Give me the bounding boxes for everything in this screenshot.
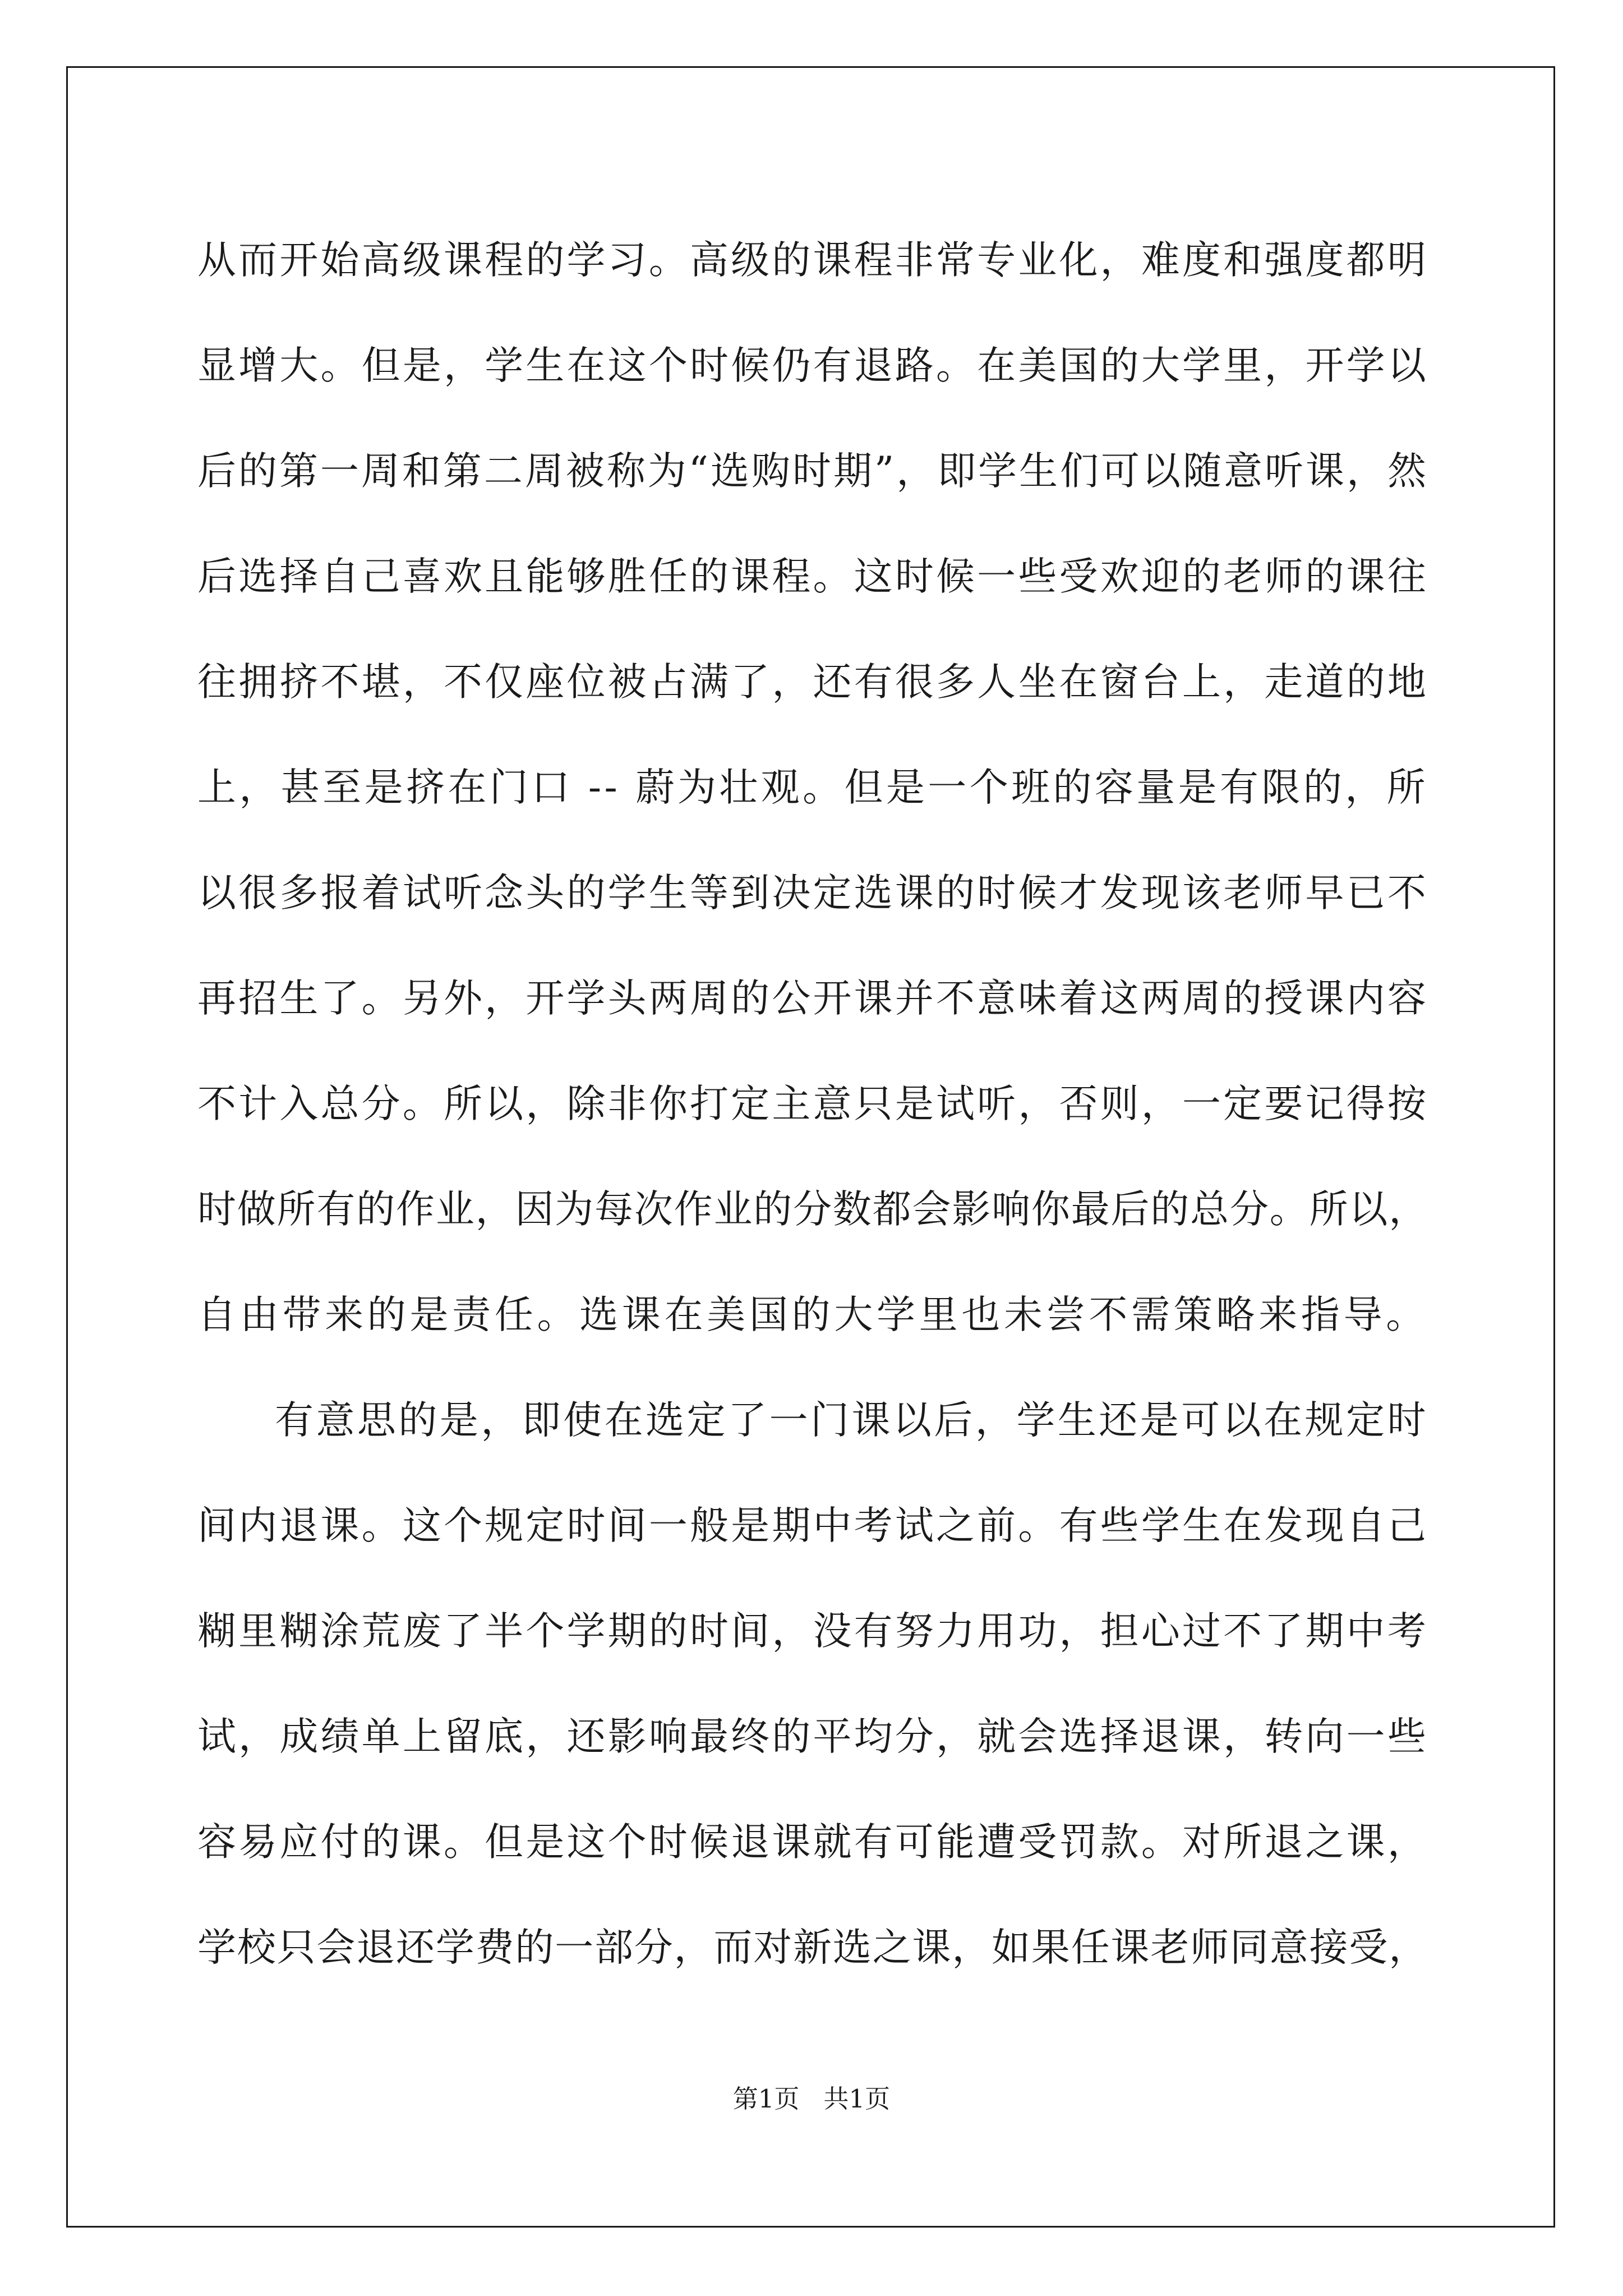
text-line: 糊里糊涂荒废了半个学期的时间，没有努力用功，担心过不了期中考 — [197, 1609, 1428, 1654]
text-line: 学校只会退还学费的一部分，而对新选之课，如果任课老师同意接受， — [197, 1925, 1428, 1970]
text-line: 以很多报着试听念头的学生等到决定选课的时候才发现该老师早已不 — [197, 871, 1428, 915]
text-line: 间内退课。这个规定时间一般是期中考试之前。有些学生在发现自己 — [197, 1503, 1428, 1548]
text-line: 显增大。但是，学生在这个时候仍有退路。在美国的大学里，开学以 — [197, 343, 1428, 388]
text-line: 从而开始高级课程的学习。高级的课程非常专业化，难度和强度都明 — [197, 238, 1428, 283]
text-line: 再招生了。另外，开学头两周的公开课并不意味着这两周的授课内容 — [197, 976, 1428, 1021]
text-line: 自由带来的是责任。选课在美国的大学里也未尝不需策略来指导。 — [197, 1292, 1428, 1337]
text-line: 往拥挤不堪，不仅座位被占满了，还有很多人坐在窗台上，走道的地 — [197, 660, 1428, 705]
text-line: 有意思的是，即使在选定了一门课以后，学生还是可以在规定时 — [275, 1398, 1428, 1443]
text-line: 不计入总分。所以，除非你打定主意只是试听，否则，一定要记得按 — [197, 1082, 1428, 1126]
text-line: 后的第一周和第二周被称为“选购时期”，即学生们可以随意听课，然 — [197, 449, 1428, 494]
text-line: 时做所有的作业，因为每次作业的分数都会影响你最后的总分。所以， — [197, 1187, 1428, 1232]
page-footer: 第1页 共1页 — [732, 2084, 891, 2114]
text-line: 上，甚至是挤在门口 -- 蔚为壮观。但是一个班的容量是有限的，所 — [197, 765, 1428, 810]
document-body — [197, 208, 1431, 2000]
text-line: 后选择自己喜欢且能够胜任的课程。这时候一些受欢迎的老师的课往 — [197, 554, 1428, 599]
text-line: 容易应付的课。但是这个时候退课就有可能遭受罚款。对所退之课， — [197, 1820, 1428, 1865]
text-line: 试，成绩单上留底，还影响最终的平均分，就会选择退课，转向一些 — [197, 1714, 1428, 1759]
